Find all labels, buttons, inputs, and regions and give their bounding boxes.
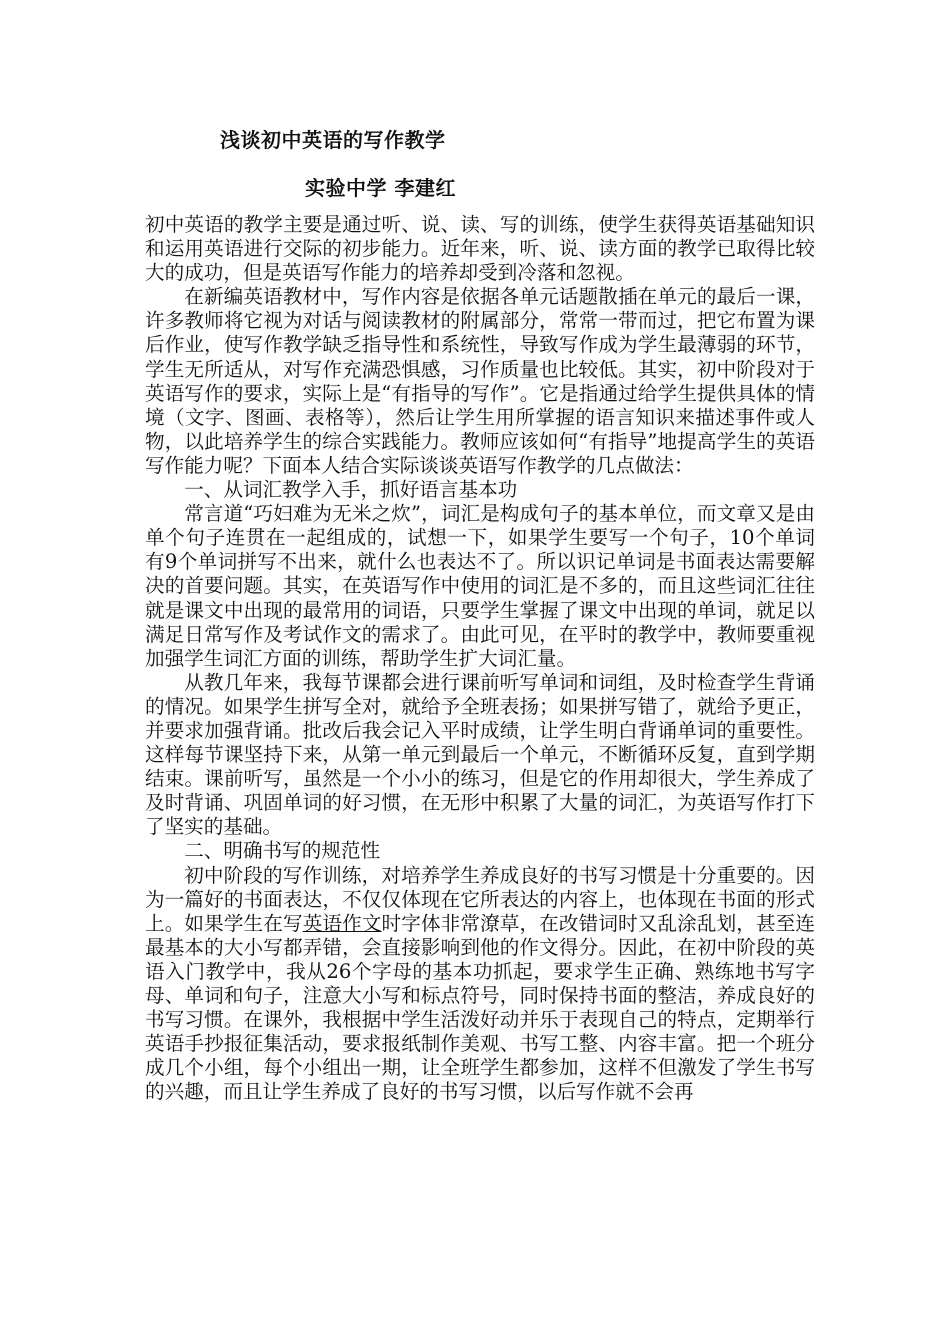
- document-title: 浅谈初中英语的写作教学: [220, 128, 446, 152]
- paragraph-2: 在新编英语教材中，写作内容是依据各单元话题散插在单元的最后一课，许多教师将它视为对话与阅读教材的附属部分，常常一带而过，把它布置为课后作业，使写作教学缺乏指导性和系统性，导致写作成为学生最薄弱的环节，学生无所适从，对写作充满恐惧感，习作质量也比较低。其实，初中阶段对于英语写作的要求，实际上是“有指导的写作”。它是指通过给学生提供具体的情境（文字、图画、表格等），然后让学生用所掌握的语言知识来描述事件或人物，以此培养学生的综合实践能力。教师应该如何“有指导”地提高学生的英语写作能力呢？下面本人结合实际谈谈英语写作教学的几点做法：: [145, 285, 815, 477]
- english-composition-link[interactable]: 英语作文: [302, 911, 382, 935]
- paragraph-5-text-before: 初中阶段的写作训练，对培养学生养成良好的书写习惯是十分重要的。因为一篇好的书面表达，不仅仅体现在它所表达的内容上，也体现在书面的形式上。如果学生在写: [145, 863, 815, 935]
- document-body: [145, 213, 815, 1104]
- section-heading-1: 一、从词汇教学入手，抓好语言基本功: [184, 478, 518, 502]
- paragraph-4: 从教几年来，我每节课都会进行课前听写单词和词组，及时检查学生背诵的情况。如果学生拼写全对，就给予全班表扬；如果拼写错了，就给予更正，并要求加强背诵。批改后我会记入平时成绩，让学生明白背诵单词的重要性。这样每节课坚持下来，从第一单元到最后一个单元，不断循环反复，直到学期结束。课前听写，虽然是一个小小的练习，但是它的作用却很大，学生养成了及时背诵、巩固单词的好习惯，在无形中积累了大量的词汇，为英语写作打下了坚实的基础。: [145, 670, 815, 839]
- paragraph-5: [145, 864, 815, 1105]
- section-heading-2: 二、明确书写的规范性: [184, 839, 381, 863]
- paragraph-5-text-after: 时字体非常潦草，在改错词时又乱涂乱划，甚至连最基本的大小写都弄错，会直接影响到他的作文得分。因此，在初中阶段的英语入门教学中，我从26个字母的基本功抓起，要求学生正确、熟练地书写字母、单词和句子，注意大小写和标点符号，同时保持书面的整洁，养成良好的书写习惯。在课外，我根据中学生活泼好动并乐于表现自己的特点，定期举行英语手抄报征集活动，要求报纸制作美观、书写工整、内容丰富。把一个班分成几个小组，每个小组出一期，让全班学生都参加，这样不但激发了学生书写的兴趣，而且让学生养成了良好的书写习惯，以后写作就不会再: [145, 911, 816, 1104]
- paragraph-3: 常言道“巧妇难为无米之炊”，词汇是构成句子的基本单位，而文章又是由单个句子连贯在一起组成的，试想一下，如果学生要写一个句子，10个单词有9个单词拼写不出来，就什么也表达不了。所以识记单词是书面表达需要解决的首要问题。其实，在英语写作中使用的词汇是不多的，而且这些词汇往往就是课文中出现的最常用的词语，只要学生掌握了课文中出现的单词，就足以满足日常写作及考试作文的需求了。由此可见，在平时的教学中，教师要重视加强学生词汇方面的训练，帮助学生扩大词汇量。: [145, 502, 815, 670]
- paragraph-intro: 初中英语的教学主要是通过听、说、读、写的训练，使学生获得英语基础知识和运用英语进行交际的初步能力。近年来，听、说、读方面的教学已取得比较大的成功，但是英语写作能力的培养却受到冷落和忽视。: [145, 213, 815, 285]
- document-author: 实验中学 李建红: [305, 176, 456, 200]
